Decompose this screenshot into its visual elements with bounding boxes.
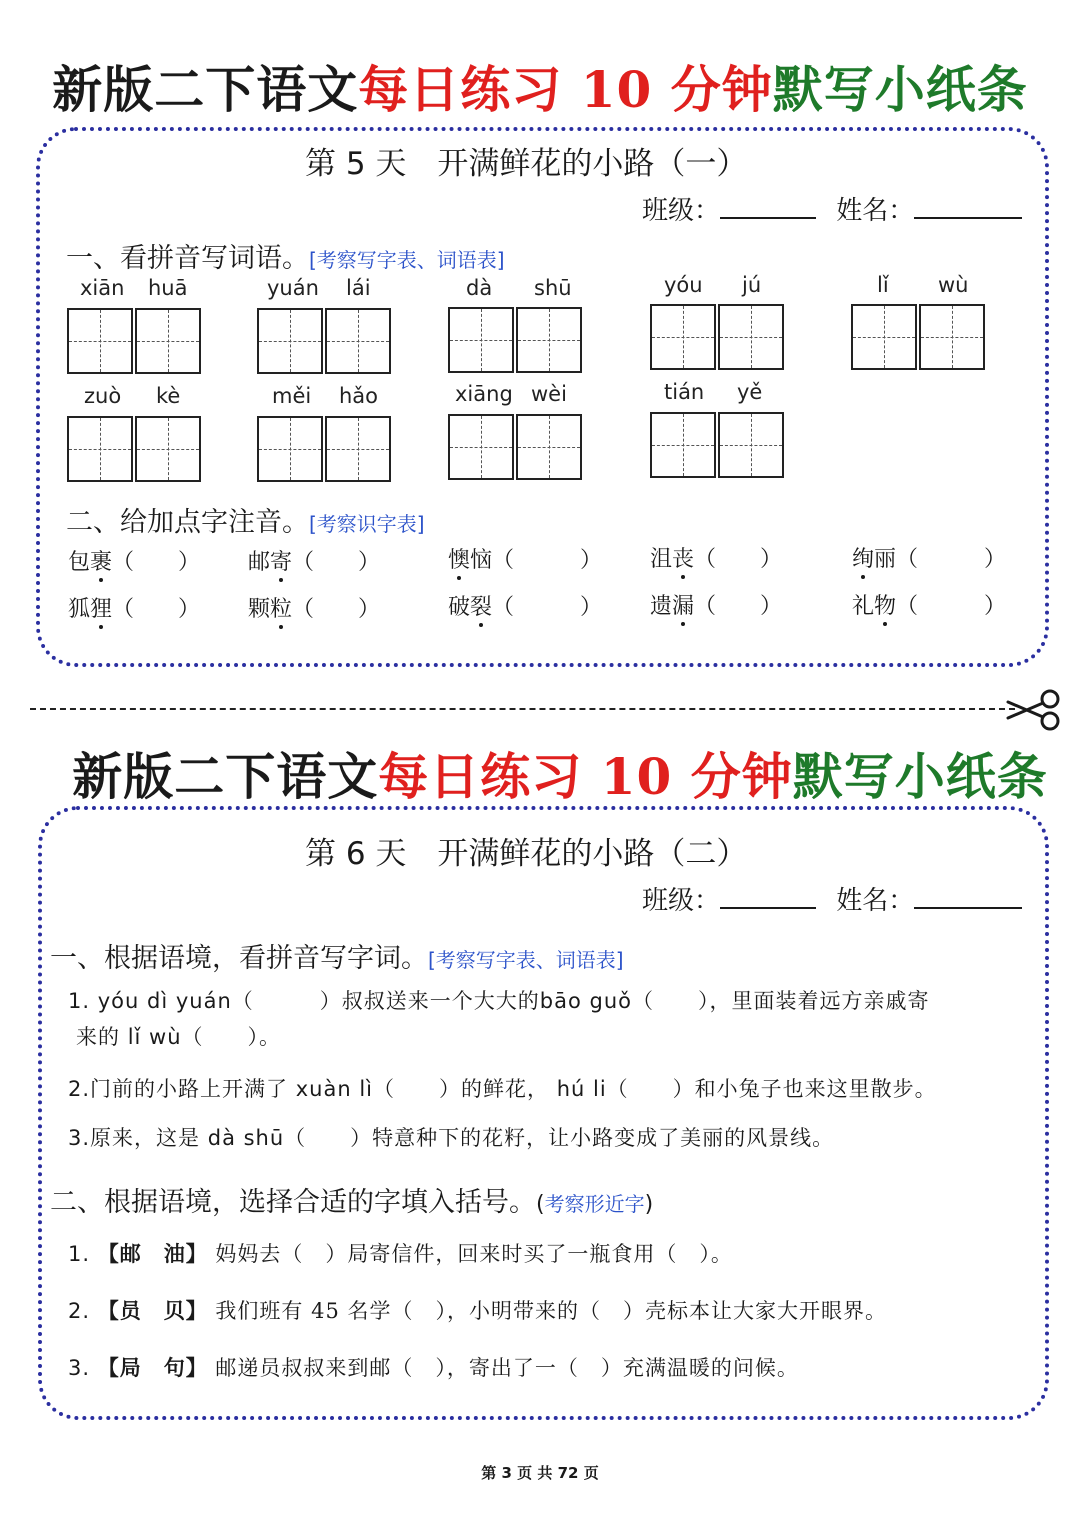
dotted-word-item	[68, 592, 200, 623]
pinyin-prompt: dà shū	[207, 1126, 285, 1150]
context-question-1-cont	[76, 1021, 281, 1051]
question-number: 3.	[68, 1126, 91, 1150]
tag-paren-open: (	[536, 1192, 545, 1217]
pinyin-syllable: tián	[664, 380, 705, 404]
writing-grid-box[interactable]	[448, 307, 514, 373]
question-number: 2.	[68, 1299, 91, 1323]
banner-part-practice: 每日练习 10 分钟	[378, 747, 793, 806]
pinyin-syllable: wèi	[531, 382, 567, 406]
question-text: 原来，这是	[90, 1126, 201, 1150]
writing-grid-box[interactable]	[516, 307, 582, 373]
dotted-word-item	[68, 545, 200, 576]
answer-paren[interactable]: （ ）	[492, 595, 603, 620]
dotted-char: 绚	[852, 542, 874, 573]
writing-grid-box[interactable]	[257, 416, 323, 482]
answer-paren[interactable]: （ ）	[896, 594, 1007, 619]
word-char: 丽	[874, 547, 897, 572]
section-tag: [考察写字表、词语表]	[309, 248, 505, 272]
writing-grid-box[interactable]	[718, 304, 784, 370]
pinyin-syllable: xiān	[80, 276, 125, 300]
question-text: （ ）叔叔送来一个大大的	[231, 989, 540, 1013]
writing-grid-box[interactable]	[718, 412, 784, 478]
answer-paren[interactable]: （ ）	[492, 548, 603, 573]
pinyin-prompt: yóu dì yuán	[97, 989, 232, 1013]
name-blank[interactable]	[914, 883, 1022, 909]
word-char: 颗	[248, 597, 271, 622]
dotted-char: 丧	[672, 542, 694, 573]
question-text: （ ）。	[181, 1025, 282, 1049]
dotted-word-item	[650, 589, 782, 620]
pinyin-syllable: lái	[346, 276, 371, 300]
dotted-word-item	[852, 542, 1006, 573]
pinyin-prompt: bāo guǒ	[539, 989, 632, 1013]
writing-grid-box[interactable]	[135, 308, 201, 374]
dotted-char: 懊	[448, 543, 470, 574]
question-number: 2.	[68, 1077, 91, 1101]
pinyin-syllable: lǐ	[877, 273, 889, 297]
dotted-word-item	[448, 590, 602, 621]
writing-grid-box[interactable]	[325, 308, 391, 374]
choice-options: 【邮 油】	[97, 1241, 208, 1266]
dotted-char: 裹	[90, 545, 112, 576]
day5-title: 第 5 天 开满鲜花的小路（一）	[305, 146, 748, 182]
answer-paren[interactable]: （ ）	[112, 597, 201, 622]
question-number: 1.	[68, 1242, 91, 1266]
pinyin-syllable: yě	[737, 380, 763, 404]
pinyin-syllable: zuò	[84, 384, 122, 408]
dotted-char: 寄	[270, 545, 292, 576]
word-char: 狐	[68, 597, 91, 622]
question-text: 妈妈去（ ）局寄信件，回来时买了一瓶食用（ ）。	[215, 1242, 733, 1266]
name-blank[interactable]	[914, 193, 1022, 219]
choice-options: 【局 句】	[97, 1355, 208, 1380]
pinyin-syllable: kè	[156, 384, 181, 408]
question-text: （ ）特意种下的花籽，让小路变成了美丽的风景线。	[284, 1126, 835, 1150]
answer-paren[interactable]: （ ）	[292, 550, 381, 575]
writing-grid-box[interactable]	[135, 416, 201, 482]
pinyin-prompt: hú li	[556, 1077, 607, 1101]
question-text: （ ）和小兔子也来这里散步。	[606, 1077, 937, 1101]
pinyin-syllable: jú	[742, 273, 762, 297]
section-tag: 考察形近字	[544, 1192, 645, 1216]
writing-grid-box[interactable]	[67, 308, 133, 374]
question-text: （ ），里面装着远方亲戚寄	[631, 989, 930, 1013]
dotted-word-item	[650, 542, 782, 573]
choice-options: 【员 贝】	[97, 1298, 208, 1323]
context-question-2	[68, 1073, 937, 1103]
banner-part-dictation: 默写小纸条	[772, 60, 1028, 119]
writing-grid-box[interactable]	[650, 304, 716, 370]
banner-part-title: 新版二下语文	[72, 747, 379, 806]
question-text: （ ）的鲜花，	[373, 1077, 549, 1101]
banner-part-title: 新版二下语文	[52, 60, 359, 119]
pinyin-syllable: yuán	[267, 276, 319, 300]
scissors-icon	[1004, 688, 1064, 732]
dotted-char: 狸	[90, 592, 112, 623]
pinyin-syllable: huā	[148, 276, 188, 300]
dotted-word-item	[248, 592, 380, 623]
question-number: 1.	[68, 989, 91, 1013]
class-blank[interactable]	[720, 193, 816, 219]
cut-line	[30, 708, 1015, 710]
writing-grid-box[interactable]	[650, 412, 716, 478]
answer-paren[interactable]: （ ）	[112, 550, 201, 575]
pinyin-prompt: xuàn lì	[295, 1077, 373, 1101]
word-char: 遗	[650, 594, 673, 619]
section-heading: 一、看拼音写词语。	[66, 243, 309, 274]
writing-grid-box[interactable]	[448, 414, 514, 480]
pinyin-syllable: hǎo	[339, 384, 379, 408]
word-char: 恼	[470, 548, 493, 573]
tag-paren-close: )	[644, 1192, 654, 1217]
word-char: 礼	[852, 594, 875, 619]
pinyin-prompt: lǐ wù	[127, 1025, 182, 1049]
dotted-char: 漏	[672, 589, 694, 620]
page-number: 第 3 页 共 72 页	[481, 1464, 599, 1482]
question-text: 门前的小路上开满了	[90, 1077, 289, 1101]
worksheet-banner-top	[0, 50, 1080, 122]
class-label: 班级：	[642, 196, 721, 226]
banner-part-dictation: 默写小纸条	[792, 747, 1048, 806]
question-text: 邮递员叔叔来到邮（ ），寄出了一（ ）充满温暖的问候。	[215, 1356, 799, 1380]
pinyin-syllable: dà	[466, 276, 493, 300]
day6-section1-title	[50, 936, 624, 975]
writing-grid-box[interactable]	[516, 414, 582, 480]
choice-question-2	[68, 1295, 887, 1325]
pinyin-syllable: měi	[272, 384, 312, 408]
worksheet-banner-bottom	[20, 737, 1080, 809]
section-heading: 二、根据语境，选择合适的字填入括号。	[50, 1187, 536, 1218]
class-blank[interactable]	[720, 883, 816, 909]
answer-paren[interactable]: （ ）	[896, 547, 1007, 572]
day6-student-info	[642, 880, 1022, 917]
name-label: 姓名：	[836, 886, 915, 916]
choice-question-3	[68, 1352, 799, 1382]
pinyin-syllable: xiāng	[455, 382, 513, 406]
section-tag: [考察写字表、词语表]	[428, 948, 624, 972]
day5-student-info	[642, 190, 1022, 227]
dotted-char: 物	[874, 589, 896, 620]
dotted-char: 粒	[270, 592, 292, 623]
pinyin-syllable: shū	[534, 276, 572, 300]
writing-grid-box[interactable]	[257, 308, 323, 374]
word-char: 破	[448, 595, 471, 620]
dotted-word-item	[852, 589, 1006, 620]
day5-section1-title	[66, 236, 505, 275]
day6-title: 第 6 天 开满鲜花的小路（二）	[305, 836, 748, 872]
word-char: 邮	[248, 550, 271, 575]
word-char: 沮	[650, 547, 673, 572]
dotted-char: 裂	[470, 590, 492, 621]
pinyin-syllable: wù	[938, 273, 969, 297]
day6-section2-title	[50, 1180, 653, 1219]
day5-section2-title	[66, 500, 425, 539]
question-text: 我们班有 45 名学（ ），小明带来的（ ）壳标本让大家大开眼界。	[215, 1299, 887, 1323]
question-text: 来的	[76, 1025, 120, 1049]
banner-part-practice: 每日练习 10 分钟	[358, 60, 773, 119]
writing-grid-box[interactable]	[67, 416, 133, 482]
context-question-3	[68, 1122, 834, 1152]
writing-grid-box[interactable]	[851, 304, 917, 370]
dotted-word-item	[248, 545, 380, 576]
name-label: 姓名：	[836, 196, 915, 226]
word-char: 包	[68, 550, 91, 575]
answer-paren[interactable]: （ ）	[694, 594, 783, 619]
writing-grid-box[interactable]	[919, 304, 985, 370]
question-number: 3.	[68, 1356, 91, 1380]
choice-question-1	[68, 1238, 733, 1268]
class-label: 班级：	[642, 886, 721, 916]
answer-paren[interactable]: （ ）	[694, 547, 783, 572]
pinyin-syllable: yóu	[664, 273, 703, 297]
section-heading: 一、根据语境，看拼音写字词。	[50, 943, 428, 974]
section-heading: 二、给加点字注音。	[66, 507, 309, 538]
writing-grid-box[interactable]	[325, 416, 391, 482]
section-tag: [考察识字表]	[309, 512, 425, 536]
context-question-1	[68, 985, 929, 1015]
answer-paren[interactable]: （ ）	[292, 597, 381, 622]
dotted-word-item	[448, 543, 602, 574]
